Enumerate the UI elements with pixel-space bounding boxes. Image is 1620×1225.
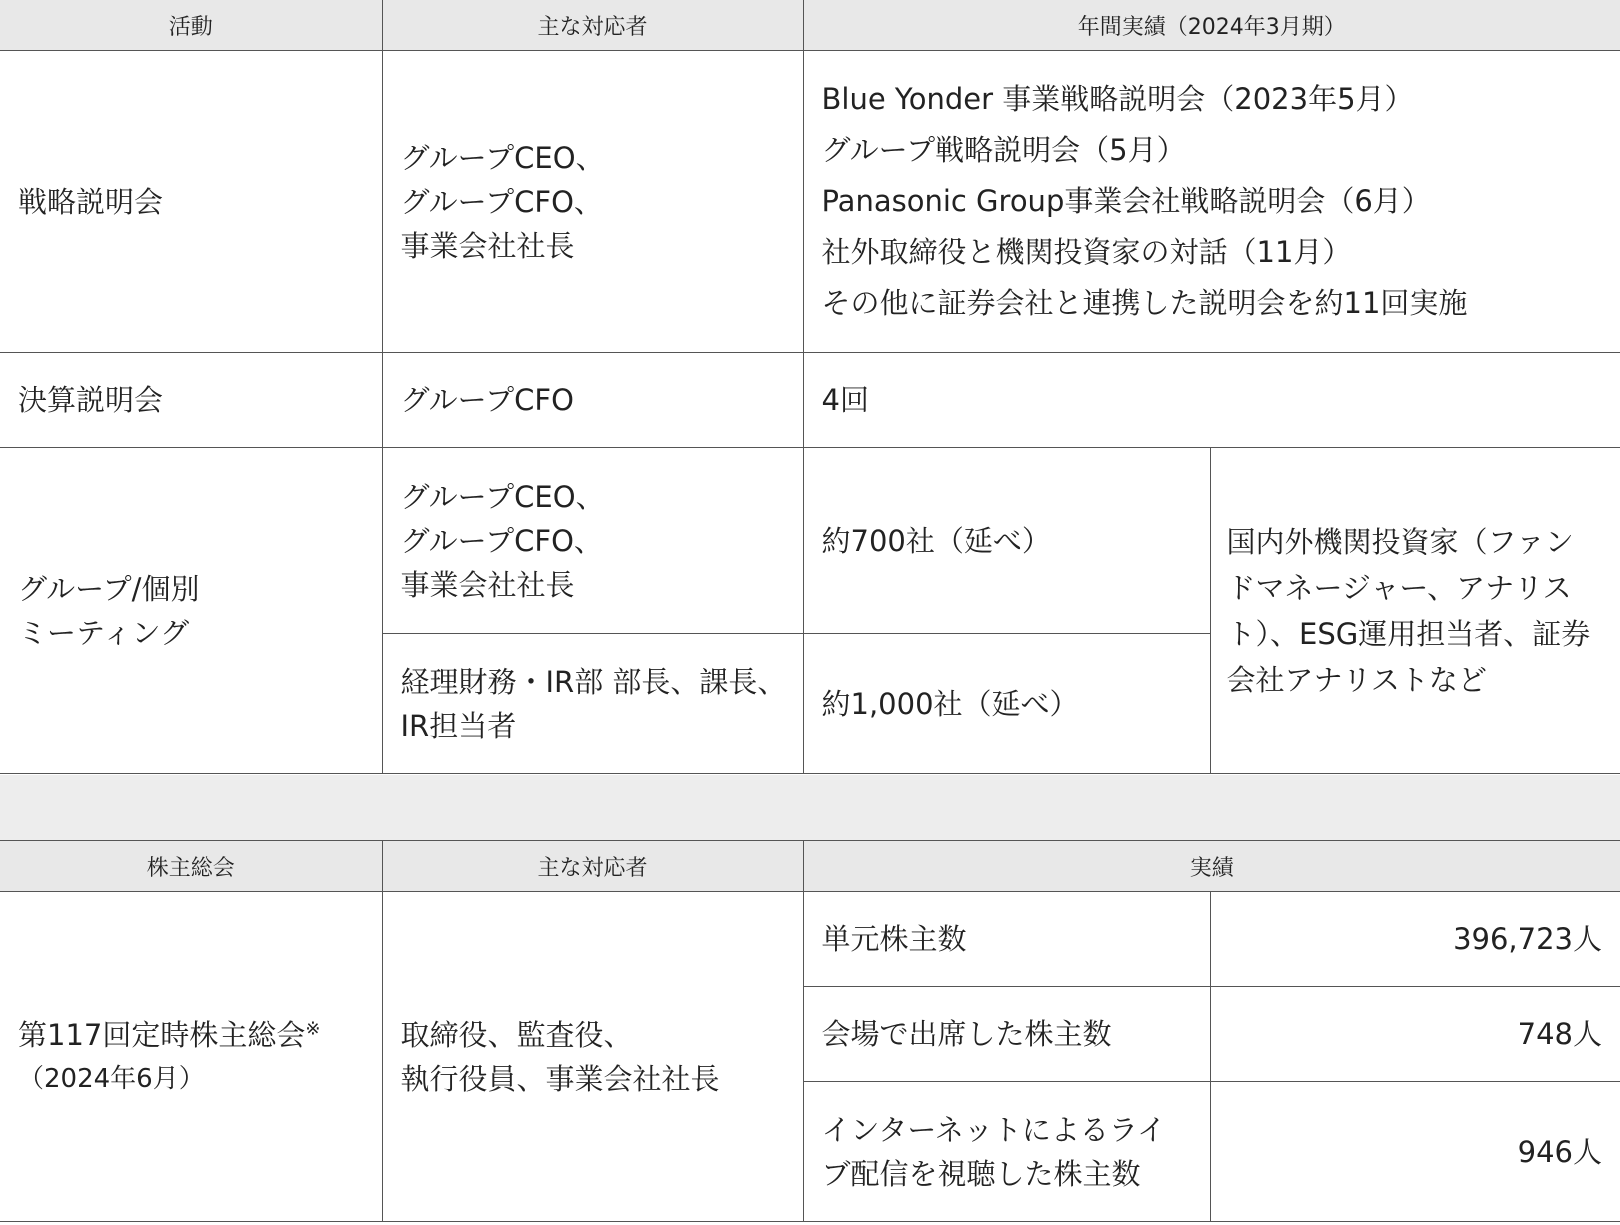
target-line: ドマネージャー、アナリス: [1226, 570, 1572, 605]
header-responders: 主な対応者: [382, 0, 803, 51]
meetings-result-2: 約1,000社（延べ）: [803, 634, 1210, 774]
result-line: その他に証券会社と連携した説明会を約11回実施: [821, 286, 1468, 320]
meetings-responders-1: [382, 448, 803, 634]
responder-line: 経理財務・IR部 部長、課長、: [400, 664, 787, 699]
agm-meeting-date: （2024年6月）: [18, 1063, 205, 1094]
strategy-row: [0, 51, 1620, 353]
agm-header-row: [0, 841, 1620, 892]
responder-line: グループCFO、: [400, 184, 603, 219]
ir-header-row: [0, 0, 1620, 51]
header-agm-responders: 主な対応者: [382, 841, 803, 892]
activity-line: グループ/個別: [18, 571, 200, 606]
target-line: 会社アナリストなど: [1226, 662, 1487, 697]
responder-line: 事業会社社長: [400, 228, 575, 263]
header-agm-results: 実績: [803, 841, 1620, 892]
strategy-responders: [382, 51, 803, 353]
meetings-activity: [0, 448, 382, 774]
responder-line: グループCEO、: [400, 479, 605, 514]
result-line: Panasonic Group事業会社戦略説明会（6月）: [821, 184, 1431, 218]
agm-meeting-name: 第117回定時株主総会: [18, 1017, 306, 1052]
meetings-result-1: 約700社（延べ）: [803, 448, 1210, 634]
section-divider: [0, 775, 1620, 840]
responder-line: 執行役員、事業会社社長: [400, 1061, 720, 1096]
responder-line: 事業会社社長: [400, 567, 575, 602]
stat-label: 単元株主数: [803, 892, 1210, 987]
meetings-targets: [1210, 448, 1620, 774]
meetings-responders-2: [382, 634, 803, 774]
stat-label: [803, 1082, 1210, 1222]
strategy-results: [803, 51, 1620, 353]
responder-line: 取締役、監査役、: [400, 1017, 633, 1052]
target-line: ト）、ESG運用担当者、証券: [1226, 616, 1591, 651]
agm-meeting-name-line: [18, 1013, 364, 1057]
meetings-row-1: [0, 448, 1620, 634]
stat-value: 946人: [1210, 1082, 1620, 1222]
header-agm: 株主総会: [0, 841, 382, 892]
result-line: Blue Yonder 事業戦略説明会（2023年5月）: [821, 82, 1414, 116]
stat-label-line: ブ配信を視聴した株主数: [821, 1156, 1141, 1191]
stat-value: 748人: [1210, 987, 1620, 1082]
agm-meeting: [0, 892, 382, 1222]
footnote-mark: ※: [305, 1017, 321, 1039]
agm-table: [0, 840, 1620, 1222]
earnings-results: 4回: [803, 353, 1620, 448]
stat-label: 会場で出席した株主数: [803, 987, 1210, 1082]
responder-line: グループCEO、: [400, 140, 605, 175]
agm-responders: [382, 892, 803, 1222]
header-annual-results: 年間実績（2024年3月期）: [803, 0, 1620, 51]
stat-label-line: インターネットによるライ: [821, 1112, 1167, 1147]
earnings-activity: 決算説明会: [0, 353, 382, 448]
target-line: 国内外機関投資家（ファン: [1226, 524, 1574, 559]
stat-value: 396,723人: [1210, 892, 1620, 987]
result-line: グループ戦略説明会（5月）: [821, 133, 1186, 167]
strategy-activity: 戦略説明会: [0, 51, 382, 353]
activity-line: ミーティング: [18, 615, 190, 650]
header-activity: 活動: [0, 0, 382, 51]
responder-line: グループCFO、: [400, 523, 603, 558]
agm-stat-row: [0, 892, 1620, 987]
responder-line: IR担当者: [400, 708, 517, 743]
earnings-responders: グループCFO: [382, 353, 803, 448]
result-line: 社外取締役と機関投資家の対話（11月）: [821, 235, 1352, 269]
earnings-row: [0, 353, 1620, 448]
